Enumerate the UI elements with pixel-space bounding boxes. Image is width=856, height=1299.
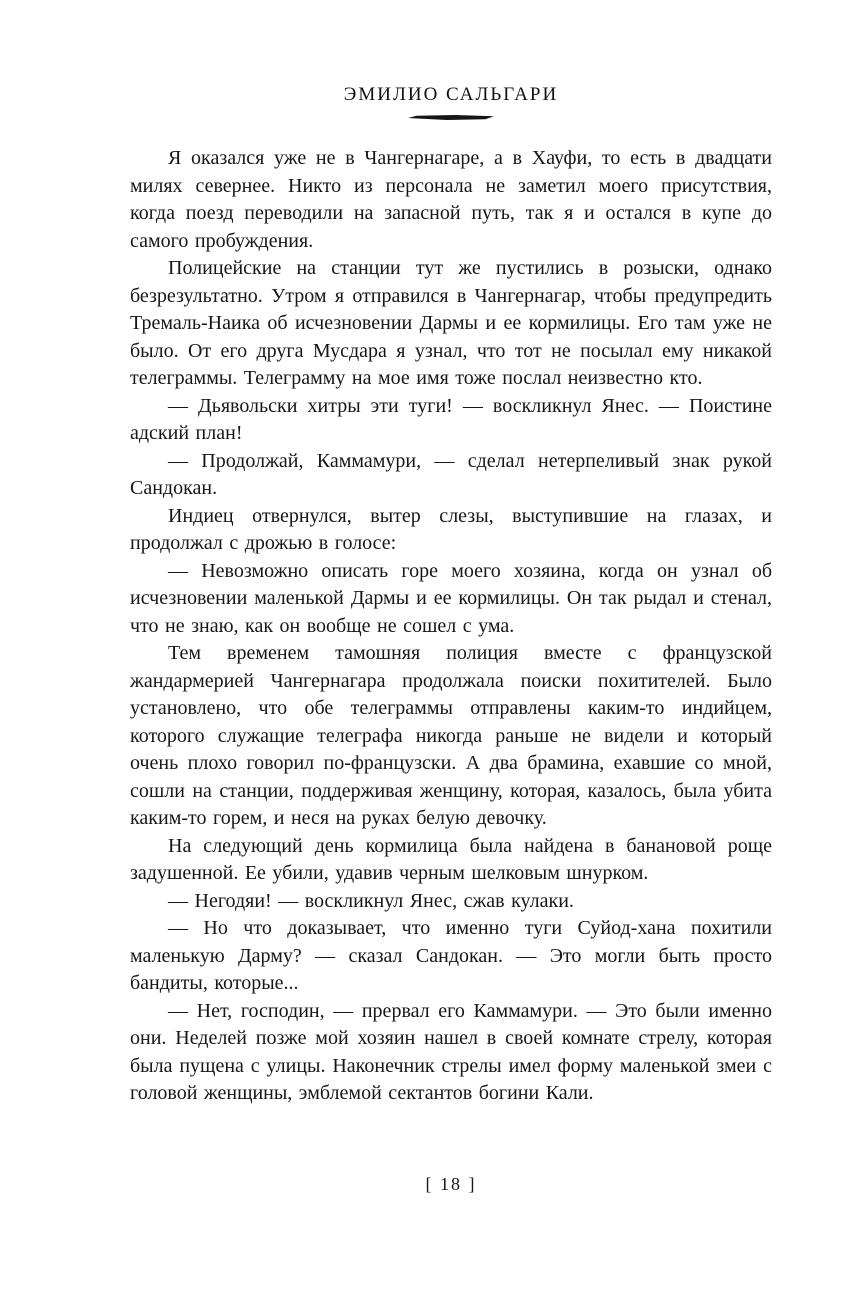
body-paragraph: — Дьявольски хитры эти туги! — воскликнул Янес. — Поистине адский план! [130, 394, 772, 444]
page-number: [ 18 ] [425, 1174, 477, 1194]
running-head-author: ЭМИЛИО САЛЬГАРИ [343, 84, 559, 105]
body-paragraph: — Нет, господин, — прервал его Каммамури. — Это были именно они. Неделей позже мой хозяин нашел в своей комнате стрелу, которая была пущена с улицы. Наконечник стрелы имел форму маленькой змеи с головой женщины, эмблемой сектантов богини Кали. [130, 999, 772, 1104]
page-header [130, 84, 772, 120]
body-paragraph: Тем временем тамошняя полиция вместе с французской жандармерией Чангернагара продолжала поиски похитителей. Было установлено, что обе телеграммы отправлены каким-то индийцем, которого служащие телеграфа никогда раньше не видели и который очень плохо говорил по-французски. А два брамина, ехавшие со мной, сошли на станции, поддерживая женщину, которая, казалось, была убита каким-то горем, и неся на руках белую девочку. [130, 642, 772, 829]
page-footer [130, 1174, 772, 1299]
ornament-rule [408, 115, 494, 120]
body-paragraph: Индиец отвернулся, вытер слезы, выступившие на глазах, и продолжал с дрожью в голосе: [130, 504, 772, 554]
body-paragraph: — Но что доказывает, что именно туги Суйод-хана похитили маленькую Дарму? — сказал Сандокан. — Это могли быть просто бандиты, которые... [130, 917, 772, 994]
body-paragraph: — Продолжай, Каммамури, — сделал нетерпеливый знак рукой Сандокан. [130, 449, 772, 499]
body-paragraph: Полицейские на станции тут же пустились в розыски, однако безрезультатно. Утром я отправился в Чангернагар, чтобы предупредить Тремаль-Наика об исчезновении Дармы и ее кормилицы. Его там уже не было. От его друга Мусдара я узнал, что тот не посылал ему никакой телеграммы. Телеграмму на мое имя тоже послал неизвестно кто. [130, 257, 772, 389]
body-text [130, 145, 772, 1108]
body-paragraph: Я оказался уже не в Чангернагаре, а в Хауфи, то есть в двадцати милях севернее. Никто из персонала не заметил моего присутствия, когда поезд переводили на запасной путь, так я и остался в купе до самого пробуждения. [130, 147, 772, 252]
body-paragraph: — Негодяи! — воскликнул Янес, сжав кулаки. [168, 889, 574, 912]
body-paragraph: — Невозможно описать горе моего хозяина, когда он узнал об исчезновении маленькой Дармы и ее кормилицы. Он так рыдал и стенал, что не знаю, как он вообще не сошел с ума. [130, 559, 772, 637]
body-paragraph: На следующий день кормилица была найдена в банановой роще задушенной. Ее убили, удавив черным шелковым шнурком. [130, 834, 772, 884]
